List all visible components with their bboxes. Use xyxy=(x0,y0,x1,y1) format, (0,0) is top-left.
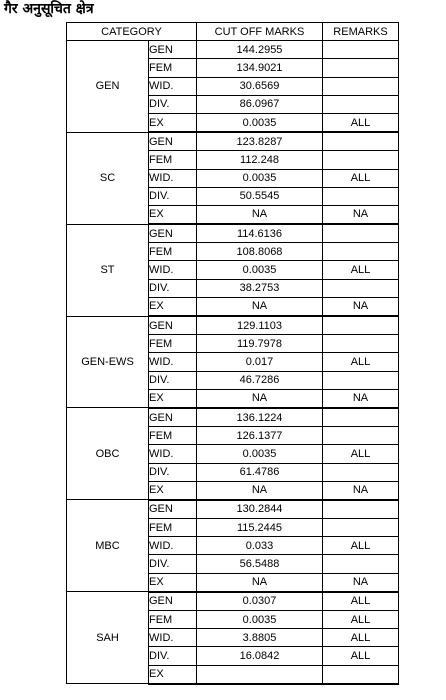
remarks-cell: NA xyxy=(323,481,399,500)
remarks-cell xyxy=(323,151,399,169)
remarks-cell: NA xyxy=(323,205,399,224)
subcategory-cell: GEN xyxy=(149,408,197,427)
subcategory-cell: EX xyxy=(149,573,197,592)
header-cutoff-marks: CUT OFF MARKS xyxy=(197,23,323,41)
cutoff-marks-cell xyxy=(197,665,323,684)
remarks-cell xyxy=(323,224,399,243)
remarks-cell xyxy=(323,665,399,684)
remarks-cell xyxy=(323,77,399,95)
table-row xyxy=(67,592,399,611)
category-cell: GEN xyxy=(67,41,149,132)
page-title: गैर अनुसूचित क्षेत्र xyxy=(4,1,94,17)
subcategory-cell: WID. xyxy=(149,169,197,187)
subcategory-cell: WID. xyxy=(149,629,197,647)
cutoff-marks-cell: NA xyxy=(197,481,323,500)
table-row xyxy=(67,408,399,427)
subcategory-cell: DIV. xyxy=(149,647,197,665)
subcategory-cell: EX xyxy=(149,113,197,132)
cutoff-marks-cell: 0.0035 xyxy=(197,611,323,629)
header-category: CATEGORY xyxy=(67,23,197,41)
cutoff-marks-cell: 112.248 xyxy=(197,151,323,169)
cutoff-marks-cell: 3.8805 xyxy=(197,629,323,647)
cutoff-table xyxy=(66,22,399,685)
remarks-cell xyxy=(323,519,399,537)
subcategory-cell: GEN xyxy=(149,224,197,243)
remarks-cell xyxy=(323,187,399,205)
subcategory-cell: DIV. xyxy=(149,95,197,113)
subcategory-cell: EX xyxy=(149,481,197,500)
subcategory-cell: EX xyxy=(149,205,197,224)
subcategory-cell: GEN xyxy=(149,41,197,59)
remarks-cell xyxy=(323,335,399,353)
remarks-cell xyxy=(323,427,399,445)
remarks-cell: ALL xyxy=(323,592,399,611)
cutoff-marks-cell: 115.2445 xyxy=(197,519,323,537)
subcategory-cell: FEM xyxy=(149,427,197,445)
category-cell: MBC xyxy=(67,500,149,592)
cutoff-marks-cell: 126.1377 xyxy=(197,427,323,445)
subcategory-cell: WID. xyxy=(149,353,197,371)
header-remarks: REMARKS xyxy=(323,23,399,41)
subcategory-cell: WID. xyxy=(149,261,197,279)
cutoff-marks-cell: NA xyxy=(197,205,323,224)
remarks-cell xyxy=(323,316,399,335)
remarks-cell xyxy=(323,463,399,481)
cutoff-marks-cell: 144.2955 xyxy=(197,41,323,59)
subcategory-cell: FEM xyxy=(149,611,197,629)
table-row xyxy=(67,500,399,519)
remarks-cell xyxy=(323,41,399,59)
header-row xyxy=(67,23,399,41)
cutoff-marks-cell: 129.1103 xyxy=(197,316,323,335)
table-row xyxy=(67,224,399,243)
remarks-cell: NA xyxy=(323,389,399,408)
subcategory-cell: DIV. xyxy=(149,279,197,297)
cutoff-marks-cell: 114.6136 xyxy=(197,224,323,243)
remarks-cell: ALL xyxy=(323,611,399,629)
cutoff-marks-cell: 0.0035 xyxy=(197,113,323,132)
subcategory-cell: FEM xyxy=(149,519,197,537)
subcategory-cell: FEM xyxy=(149,335,197,353)
remarks-cell xyxy=(323,371,399,389)
remarks-cell xyxy=(323,243,399,261)
remarks-cell: ALL xyxy=(323,261,399,279)
subcategory-cell: WID. xyxy=(149,77,197,95)
remarks-cell: ALL xyxy=(323,169,399,187)
category-cell: GEN-EWS xyxy=(67,316,149,408)
subcategory-cell: FEM xyxy=(149,59,197,77)
subcategory-cell: DIV. xyxy=(149,463,197,481)
remarks-cell xyxy=(323,95,399,113)
subcategory-cell: FEM xyxy=(149,151,197,169)
subcategory-cell: GEN xyxy=(149,132,197,151)
subcategory-cell: GEN xyxy=(149,592,197,611)
cutoff-marks-cell: 38.2753 xyxy=(197,279,323,297)
cutoff-marks-cell: 50.5545 xyxy=(197,187,323,205)
cutoff-marks-cell: 0.0035 xyxy=(197,169,323,187)
subcategory-cell: GEN xyxy=(149,316,197,335)
subcategory-cell: WID. xyxy=(149,537,197,555)
cutoff-marks-cell: 130.2844 xyxy=(197,500,323,519)
cutoff-marks-cell: 0.0307 xyxy=(197,592,323,611)
remarks-cell: ALL xyxy=(323,647,399,665)
cutoff-marks-cell: 86.0967 xyxy=(197,95,323,113)
cutoff-marks-cell: NA xyxy=(197,573,323,592)
table-row xyxy=(67,132,399,151)
remarks-cell xyxy=(323,59,399,77)
category-cell: SAH xyxy=(67,592,149,684)
cutoff-marks-cell: 0.017 xyxy=(197,353,323,371)
subcategory-cell: EX xyxy=(149,297,197,316)
cutoff-marks-cell: 56.5488 xyxy=(197,555,323,573)
cutoff-marks-cell: 61.4786 xyxy=(197,463,323,481)
cutoff-marks-cell: 0.033 xyxy=(197,537,323,555)
subcategory-cell: DIV. xyxy=(149,187,197,205)
table-row xyxy=(67,41,399,59)
table-row xyxy=(67,316,399,335)
subcategory-cell: DIV. xyxy=(149,371,197,389)
cutoff-marks-cell: 108.8068 xyxy=(197,243,323,261)
cutoff-marks-cell: 134.9021 xyxy=(197,59,323,77)
category-cell: OBC xyxy=(67,408,149,500)
remarks-cell: ALL xyxy=(323,113,399,132)
subcategory-cell: WID. xyxy=(149,445,197,463)
remarks-cell: NA xyxy=(323,573,399,592)
cutoff-marks-cell: 0.0035 xyxy=(197,261,323,279)
category-cell: SC xyxy=(67,132,149,224)
cutoff-marks-cell: NA xyxy=(197,297,323,316)
cutoff-marks-cell: 119.7978 xyxy=(197,335,323,353)
remarks-cell xyxy=(323,555,399,573)
remarks-cell: ALL xyxy=(323,629,399,647)
remarks-cell xyxy=(323,132,399,151)
remarks-cell: NA xyxy=(323,297,399,316)
remarks-cell xyxy=(323,500,399,519)
remarks-cell xyxy=(323,279,399,297)
remarks-cell: ALL xyxy=(323,445,399,463)
subcategory-cell: EX xyxy=(149,665,197,684)
subcategory-cell: GEN xyxy=(149,500,197,519)
cutoff-marks-cell: 46.7286 xyxy=(197,371,323,389)
remarks-cell: ALL xyxy=(323,353,399,371)
cutoff-marks-cell: 0.0035 xyxy=(197,445,323,463)
cutoff-marks-cell: 136.1224 xyxy=(197,408,323,427)
table-body xyxy=(67,41,399,684)
subcategory-cell: FEM xyxy=(149,243,197,261)
cutoff-marks-cell: 16.0842 xyxy=(197,647,323,665)
cutoff-marks-cell: 30.6569 xyxy=(197,77,323,95)
subcategory-cell: DIV. xyxy=(149,555,197,573)
remarks-cell xyxy=(323,408,399,427)
category-cell: ST xyxy=(67,224,149,316)
cutoff-marks-cell: 123.8287 xyxy=(197,132,323,151)
subcategory-cell: EX xyxy=(149,389,197,408)
cutoff-marks-cell: NA xyxy=(197,389,323,408)
remarks-cell: ALL xyxy=(323,537,399,555)
